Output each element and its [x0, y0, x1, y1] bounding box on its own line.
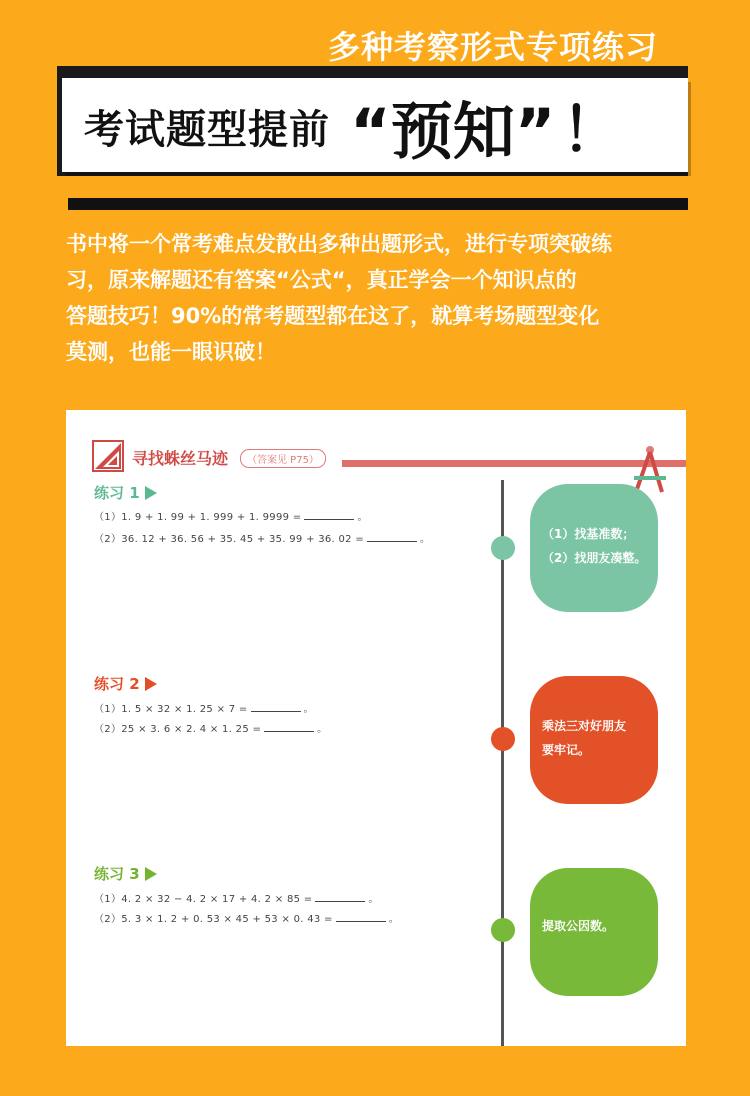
play-arrow-icon: [145, 486, 157, 500]
exercise-3-title: [94, 863, 157, 884]
answer-blank[interactable]: [304, 510, 354, 520]
period: 。: [420, 534, 431, 545]
description-line: 莫测，也能一眼识破！: [66, 340, 276, 364]
exercise-2-question-1: [94, 700, 314, 715]
exercise-1-label: 练习 1: [94, 484, 140, 502]
answer-blank[interactable]: [336, 912, 386, 922]
play-arrow-icon: [145, 677, 157, 691]
period: 。: [368, 894, 379, 905]
headline-banner: [62, 78, 688, 172]
timeline-dot-2: [491, 727, 515, 751]
answer-blank[interactable]: [251, 702, 301, 712]
question-text: （2）5. 3 × 1. 2 + 0. 53 × 45 + 53 × 0. 43 =: [94, 914, 333, 925]
tip-line: （1）找基准数；: [542, 527, 635, 541]
question-text: （1）1. 9 + 1. 99 + 1. 999 + 1. 9999 =: [94, 512, 302, 523]
triangle-logo-icon: [92, 440, 124, 472]
period: 。: [388, 914, 400, 925]
description-line: 答题技巧！90%的常考题型都在这了，就算考场题型变化: [66, 304, 600, 328]
tip-line: （2）找朋友凑整。: [542, 551, 647, 565]
section-header: [92, 440, 672, 474]
tip-line: 提取公因数。: [542, 919, 615, 933]
tip-bubble-2: [530, 676, 658, 804]
exercise-2-question-2: [94, 720, 327, 735]
exercise-2-title: [94, 673, 157, 694]
description: [66, 226, 690, 370]
timeline-dot-1: [491, 536, 515, 560]
exercise-1-title: [94, 482, 157, 503]
timeline-line: [501, 480, 504, 1046]
exercise-1-question-2: [94, 530, 430, 545]
period: 。: [317, 724, 328, 735]
play-arrow-icon: [145, 867, 157, 881]
divider-bar: [68, 198, 688, 210]
description-line: 书中将一个常考难点发散出多种出题形式，进行专项突破练: [66, 232, 612, 256]
description-line: 习，原来解题还有答案“公式“，真正学会一个知识点的: [66, 268, 577, 292]
exercise-3-question-2: [94, 910, 399, 925]
tip-line: 乘法三对好朋友: [542, 719, 627, 733]
question-text: （2）25 × 3. 6 × 2. 4 × 1. 25 =: [94, 724, 262, 735]
banner-main-text: 考试题型提前: [84, 106, 330, 153]
top-title: 多种考察形式专项练习: [327, 28, 658, 66]
section-title: 寻找蛛丝马迹: [132, 449, 229, 468]
answer-note: （答案见 P75）: [240, 449, 326, 468]
tip-line: 要牢记。: [542, 743, 591, 757]
tip-bubble-1: [530, 484, 658, 612]
timeline-dot-3: [491, 918, 515, 942]
question-text: （1）1. 5 × 32 × 1. 25 × 7 =: [94, 704, 248, 715]
exercise-1-question-1: [94, 508, 368, 523]
question-text: （1）4. 2 × 32 − 4. 2 × 17 + 4. 2 × 85 =: [94, 894, 313, 905]
period: 。: [303, 704, 314, 715]
answer-blank[interactable]: [367, 532, 417, 542]
answer-blank[interactable]: [315, 892, 365, 902]
exercise-3-label: 练习 3: [94, 865, 140, 883]
banner-quote-text: “预知”: [350, 94, 556, 168]
period: 。: [357, 512, 368, 523]
answer-blank[interactable]: [264, 722, 314, 732]
exercise-2-label: 练习 2: [94, 675, 140, 693]
exercise-3-question-1: [94, 890, 379, 905]
banner-exclamation: ！: [561, 96, 622, 166]
question-text: （2）36. 12 + 36. 56 + 35. 45 + 35. 99 + 36. 02 =: [94, 534, 364, 545]
exercise-card: [66, 410, 686, 1046]
tip-bubble-3: [530, 868, 658, 996]
